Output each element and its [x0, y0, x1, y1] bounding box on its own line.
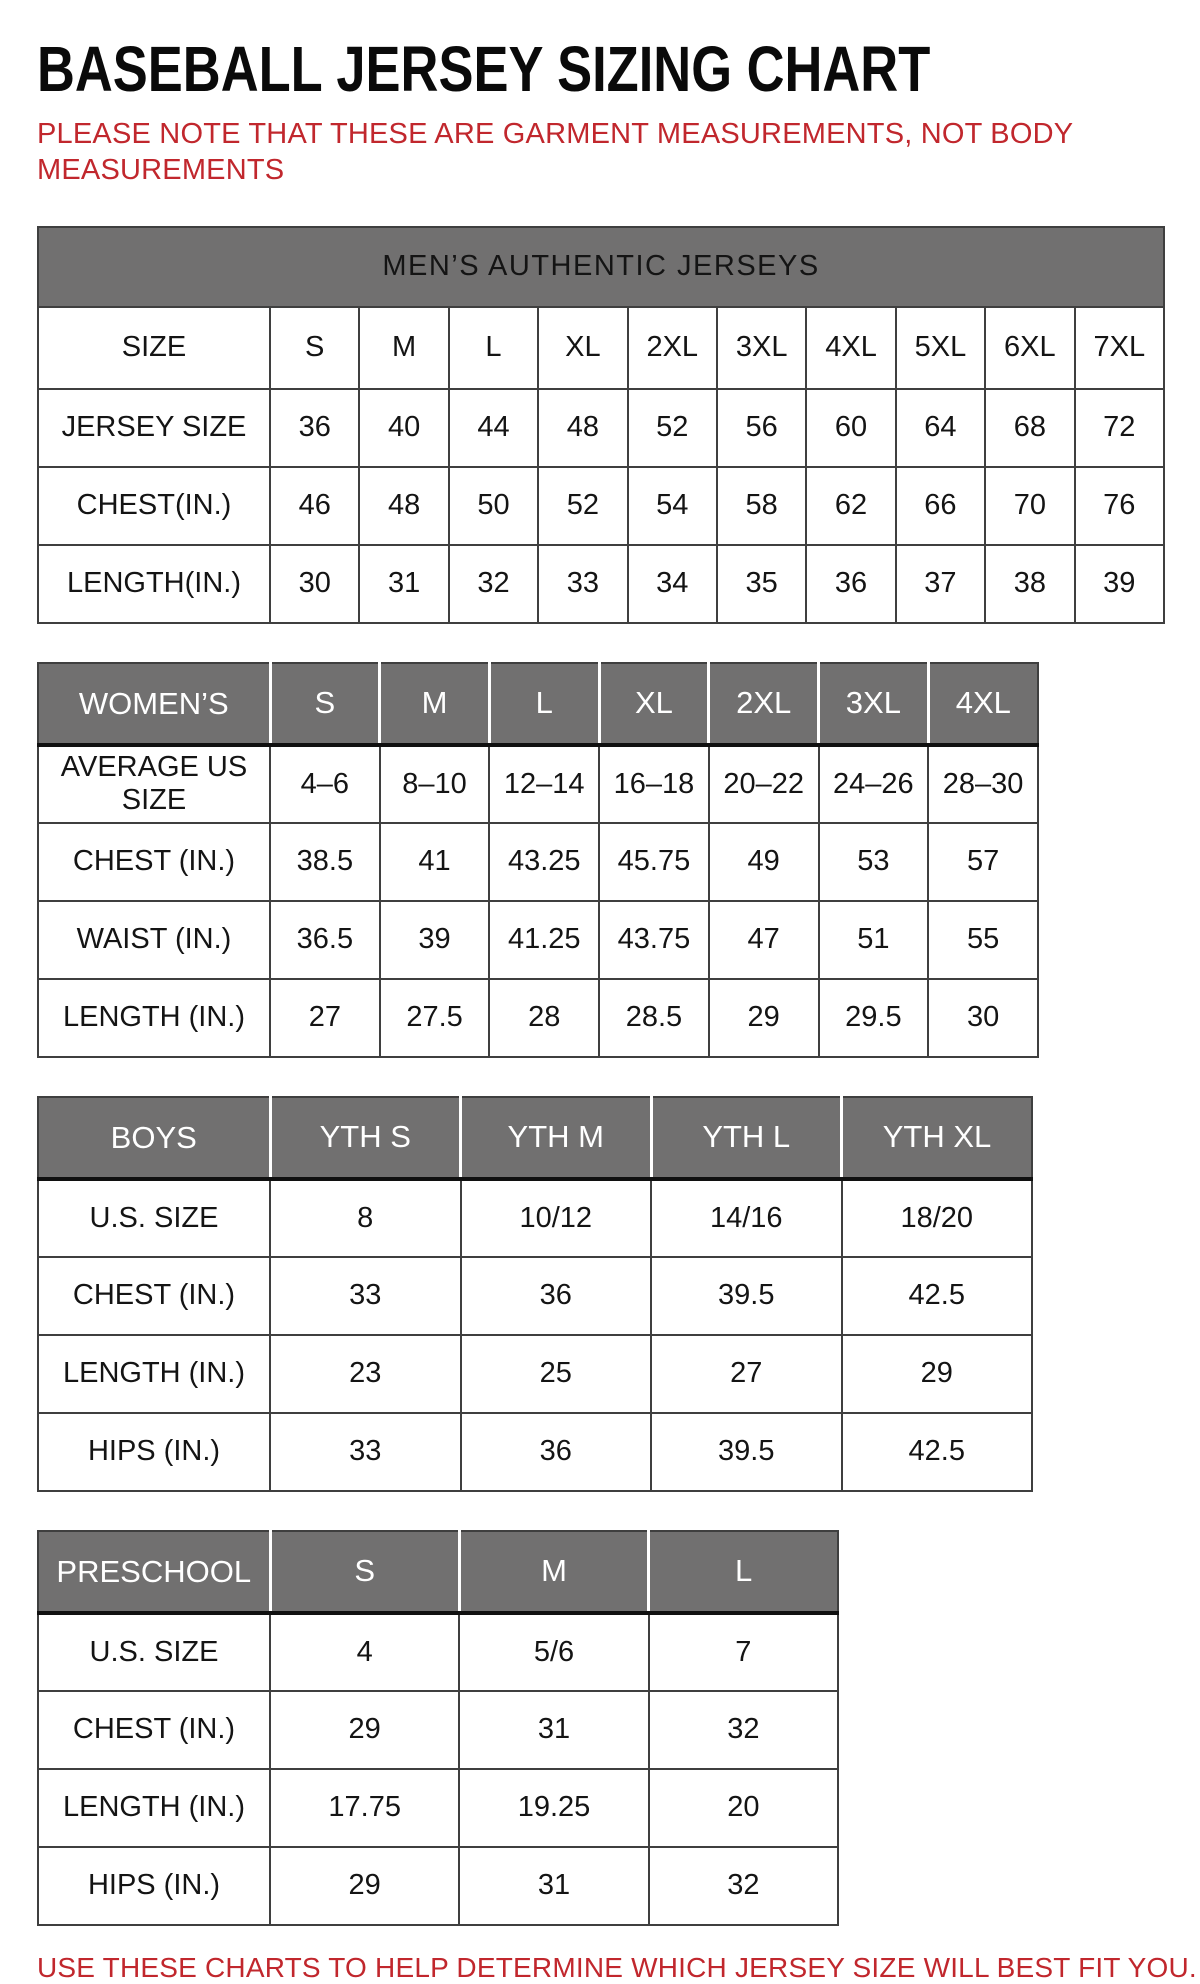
data-cell: 33	[270, 1257, 461, 1335]
column-header-cell: 4XL	[928, 663, 1038, 745]
table-row	[38, 1847, 838, 1925]
data-cell: 33	[270, 1413, 461, 1491]
table-row	[38, 545, 1164, 623]
data-cell: 29	[842, 1335, 1033, 1413]
table-row	[38, 745, 1038, 823]
data-cell: 48	[359, 467, 448, 545]
data-cell: 8	[270, 1179, 461, 1257]
data-cell: 29	[709, 979, 819, 1057]
data-cell: 49	[709, 823, 819, 901]
data-cell: 56	[717, 389, 806, 467]
data-cell: 32	[449, 545, 538, 623]
data-cell: 70	[985, 467, 1074, 545]
column-header-cell: S	[270, 663, 380, 745]
data-cell: 8–10	[380, 745, 490, 823]
preschool-table	[37, 1530, 1163, 1926]
data-cell: 33	[538, 545, 627, 623]
header-label-cell: SIZE	[38, 307, 270, 389]
data-cell: 31	[459, 1691, 648, 1769]
data-cell: 50	[449, 467, 538, 545]
page-title: BASEBALL JERSEY SIZING CHART	[37, 33, 931, 105]
data-cell: 41.25	[489, 901, 599, 979]
data-cell: 38	[985, 545, 1074, 623]
data-cell: 30	[270, 545, 359, 623]
boys-table	[37, 1096, 1033, 1492]
row-label-cell: HIPS (IN.)	[38, 1847, 270, 1925]
data-cell: 28.5	[599, 979, 709, 1057]
data-cell: 28	[489, 979, 599, 1057]
data-cell: 28–30	[928, 745, 1038, 823]
table-row	[38, 979, 1038, 1057]
data-cell: 30	[928, 979, 1038, 1057]
measurement-note-line2: MEASUREMENTS	[37, 153, 285, 186]
data-cell: 27	[270, 979, 380, 1057]
data-cell: 20–22	[709, 745, 819, 823]
column-header-cell: M	[380, 663, 490, 745]
data-cell: 18/20	[842, 1179, 1033, 1257]
data-cell: 48	[538, 389, 627, 467]
column-header-cell: YTH S	[270, 1097, 461, 1179]
data-cell: 20	[649, 1769, 838, 1847]
column-header-cell: L	[449, 307, 538, 389]
data-cell: 16–18	[599, 745, 709, 823]
womens-table	[37, 662, 1163, 1058]
column-header-cell: 6XL	[985, 307, 1074, 389]
table-row	[38, 467, 1164, 545]
table-row	[38, 389, 1164, 467]
data-cell: 43.25	[489, 823, 599, 901]
header-row	[38, 307, 1164, 389]
data-cell: 64	[896, 389, 985, 467]
data-cell: 31	[459, 1847, 648, 1925]
data-cell: 41	[380, 823, 490, 901]
data-cell: 25	[461, 1335, 652, 1413]
data-cell: 52	[538, 467, 627, 545]
column-header-cell: M	[359, 307, 448, 389]
data-cell: 5/6	[459, 1613, 648, 1691]
data-cell: 27.5	[380, 979, 490, 1057]
table-row	[38, 1769, 838, 1847]
data-cell: 39.5	[651, 1413, 842, 1491]
row-label-cell: CHEST (IN.)	[38, 1257, 270, 1335]
column-header-cell: YTH M	[461, 1097, 652, 1179]
data-cell: 53	[819, 823, 929, 901]
data-cell: 39.5	[651, 1257, 842, 1335]
row-label-cell: CHEST (IN.)	[38, 823, 270, 901]
table-row	[38, 1413, 1032, 1491]
data-cell: 27	[651, 1335, 842, 1413]
data-cell: 34	[628, 545, 717, 623]
data-cell: 4–6	[270, 745, 380, 823]
table-row	[38, 1691, 838, 1769]
data-cell: 55	[928, 901, 1038, 979]
table-row	[38, 1613, 838, 1691]
column-header-cell: 3XL	[819, 663, 929, 745]
column-header-cell: YTH L	[651, 1097, 842, 1179]
data-cell: 36	[461, 1257, 652, 1335]
data-cell: 45.75	[599, 823, 709, 901]
column-header-cell: 2XL	[709, 663, 819, 745]
data-cell: 29	[270, 1691, 459, 1769]
data-cell: 37	[896, 545, 985, 623]
data-cell: 72	[1075, 389, 1165, 467]
womens-table	[37, 662, 1039, 1058]
data-cell: 62	[806, 467, 895, 545]
mens-table	[37, 226, 1165, 624]
table-row	[38, 823, 1038, 901]
data-cell: 36	[461, 1413, 652, 1491]
data-cell: 36	[806, 545, 895, 623]
row-label-cell: HIPS (IN.)	[38, 1413, 270, 1491]
data-cell: 29	[270, 1847, 459, 1925]
data-cell: 39	[1075, 545, 1165, 623]
measurement-note-line1: PLEASE NOTE THAT THESE ARE GARMENT MEASUREMENTS, NOT BODY	[37, 118, 1074, 151]
data-cell: 43.75	[599, 901, 709, 979]
data-cell: 68	[985, 389, 1074, 467]
table-banner: MEN’S AUTHENTIC JERSEYS	[38, 227, 1164, 307]
header-label-cell: PRESCHOOL	[38, 1531, 270, 1613]
data-cell: 29.5	[819, 979, 929, 1057]
data-cell: 38.5	[270, 823, 380, 901]
data-cell: 32	[649, 1691, 838, 1769]
data-cell: 36	[270, 389, 359, 467]
data-cell: 23	[270, 1335, 461, 1413]
data-cell: 54	[628, 467, 717, 545]
row-label-cell: JERSEY SIZE	[38, 389, 270, 467]
data-cell: 39	[380, 901, 490, 979]
header-row	[38, 1531, 838, 1613]
column-header-cell: XL	[538, 307, 627, 389]
row-label-cell: LENGTH (IN.)	[38, 979, 270, 1057]
table-row	[38, 901, 1038, 979]
column-header-cell: 2XL	[628, 307, 717, 389]
column-header-cell: 3XL	[717, 307, 806, 389]
column-header-cell: L	[489, 663, 599, 745]
data-cell: 44	[449, 389, 538, 467]
data-cell: 35	[717, 545, 806, 623]
data-cell: 36.5	[270, 901, 380, 979]
column-header-cell: 7XL	[1075, 307, 1165, 389]
data-cell: 19.25	[459, 1769, 648, 1847]
boys-table	[37, 1096, 1163, 1492]
data-cell: 32	[649, 1847, 838, 1925]
row-label-cell: U.S. SIZE	[38, 1179, 270, 1257]
data-cell: 46	[270, 467, 359, 545]
row-label-cell: CHEST (IN.)	[38, 1691, 270, 1769]
data-cell: 14/16	[651, 1179, 842, 1257]
data-cell: 52	[628, 389, 717, 467]
data-cell: 42.5	[842, 1257, 1033, 1335]
row-label-cell: WAIST (IN.)	[38, 901, 270, 979]
data-cell: 24–26	[819, 745, 929, 823]
row-label-cell: CHEST(IN.)	[38, 467, 270, 545]
data-cell: 60	[806, 389, 895, 467]
header-row	[38, 663, 1038, 745]
preschool-table	[37, 1530, 839, 1926]
data-cell: 42.5	[842, 1413, 1033, 1491]
data-cell: 17.75	[270, 1769, 459, 1847]
row-label-cell: U.S. SIZE	[38, 1613, 270, 1691]
data-cell: 10/12	[461, 1179, 652, 1257]
table-row	[38, 1335, 1032, 1413]
data-cell: 40	[359, 389, 448, 467]
footer-note: USE THESE CHARTS TO HELP DETERMINE WHICH JERSEY SIZE WILL BEST FIT YOU.	[37, 1951, 1197, 1983]
column-header-cell: L	[649, 1531, 838, 1613]
data-cell: 58	[717, 467, 806, 545]
row-label-cell: LENGTH(IN.)	[38, 545, 270, 623]
column-header-cell: 4XL	[806, 307, 895, 389]
column-header-cell: S	[270, 307, 359, 389]
row-label-cell: LENGTH (IN.)	[38, 1335, 270, 1413]
data-cell: 7	[649, 1613, 838, 1691]
row-label-cell: AVERAGE US SIZE	[38, 745, 270, 823]
data-cell: 66	[896, 467, 985, 545]
table-row	[38, 1179, 1032, 1257]
column-header-cell: XL	[599, 663, 709, 745]
data-cell: 51	[819, 901, 929, 979]
table-row	[38, 1257, 1032, 1335]
column-header-cell: 5XL	[896, 307, 985, 389]
column-header-cell: S	[270, 1531, 459, 1613]
mens-table	[37, 226, 1163, 624]
header-label-cell: BOYS	[38, 1097, 270, 1179]
header-row	[38, 1097, 1032, 1179]
data-cell: 4	[270, 1613, 459, 1691]
data-cell: 57	[928, 823, 1038, 901]
data-cell: 12–14	[489, 745, 599, 823]
data-cell: 76	[1075, 467, 1165, 545]
data-cell: 31	[359, 545, 448, 623]
column-header-cell: YTH XL	[842, 1097, 1033, 1179]
row-label-cell: LENGTH (IN.)	[38, 1769, 270, 1847]
measurement-note	[37, 117, 1163, 188]
column-header-cell: M	[459, 1531, 648, 1613]
header-label-cell: WOMEN’S	[38, 663, 270, 745]
data-cell: 47	[709, 901, 819, 979]
